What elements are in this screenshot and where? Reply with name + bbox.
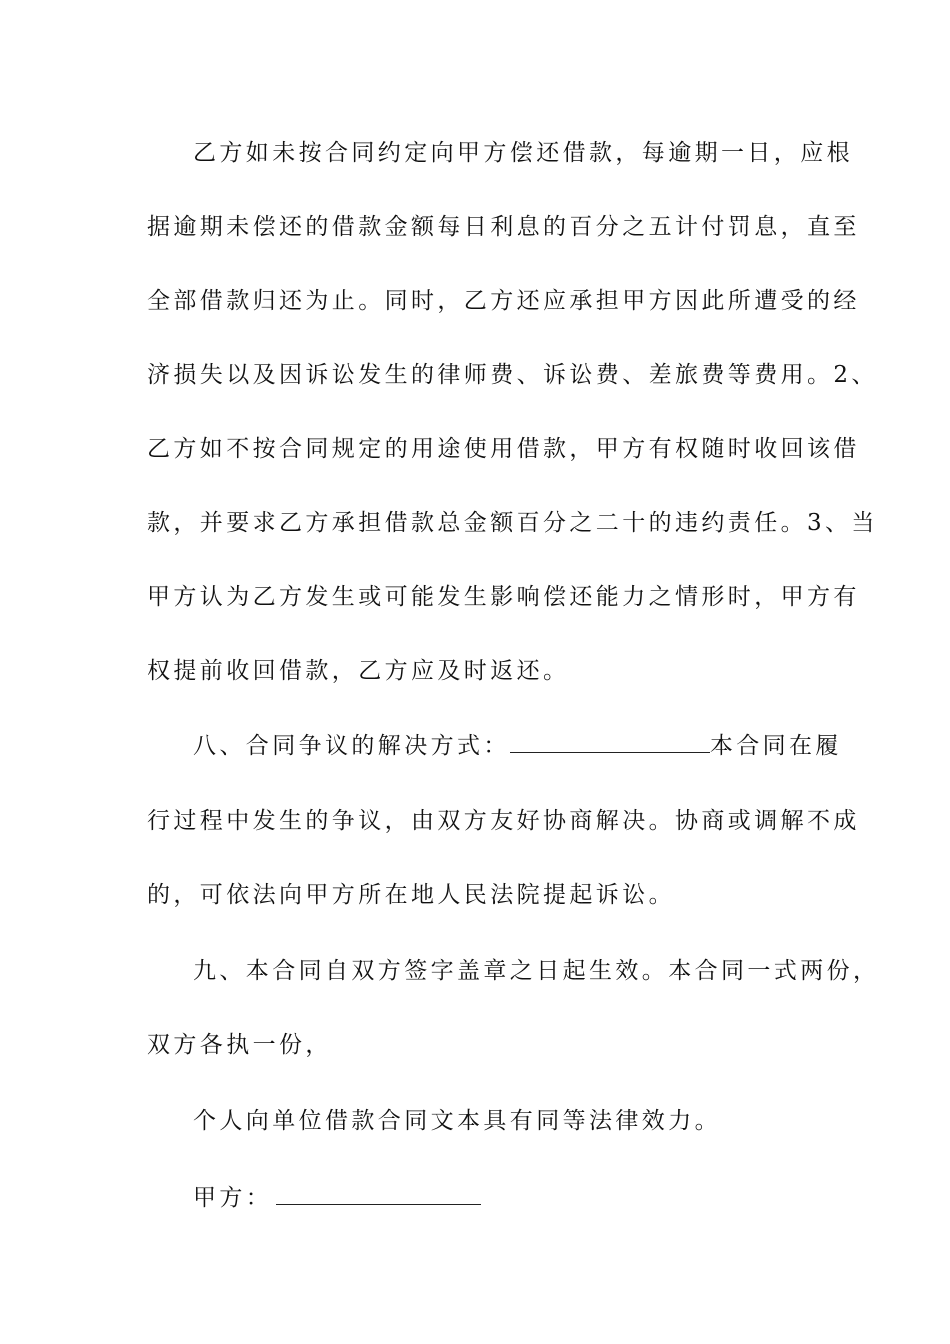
paragraph-line: 乙方如不按合同规定的用途使用借款，甲方有权随时收回该借 <box>147 436 860 462</box>
signature-line-party-a <box>193 1182 863 1213</box>
paragraph-line: 甲方认为乙方发生或可能发生影响偿还能力之情形时，甲方有 <box>147 584 860 610</box>
dispute-continuation: 本合同在履 <box>709 733 842 759</box>
paragraph-line: 济损失以及因诉讼发生的律师费、诉讼费、差旅费等费用。2、 <box>147 362 878 388</box>
paragraph-line: 据逾期未偿还的借款金额每日利息的百分之五计付罚息，直至 <box>147 214 860 240</box>
paragraph-line: 款，并要求乙方承担借款总金额百分之二十的违约责任。3、当 <box>147 510 878 536</box>
paragraph-line: 权提前收回借款，乙方应及时返还。 <box>147 658 570 684</box>
signature-label: 甲方： <box>193 1185 273 1211</box>
party-a-signature-blank[interactable] <box>276 1182 481 1205</box>
dispute-label: 八、合同争议的解决方式： <box>193 733 510 759</box>
paragraph-line: 双方各执一份， <box>147 1032 332 1058</box>
paragraph-line: 的，可依法向甲方所在地人民法院提起诉讼。 <box>147 882 675 908</box>
paragraph-line: 行过程中发生的争议，由双方友好协商解决。协商或调解不成 <box>147 808 860 834</box>
paragraph-line: 九、本合同自双方签字盖章之日起生效。本合同一式两份， <box>193 958 880 984</box>
paragraph-line: 乙方如未按合同约定向甲方偿还借款，每逾期一日，应根 <box>193 140 853 166</box>
dispute-resolution-line <box>193 730 863 761</box>
dispute-method-blank[interactable] <box>510 730 710 753</box>
paragraph-line: 个人向单位借款合同文本具有同等法律效力。 <box>193 1108 721 1134</box>
paragraph-line: 全部借款归还为止。同时，乙方还应承担甲方因此所遭受的经 <box>147 288 860 314</box>
